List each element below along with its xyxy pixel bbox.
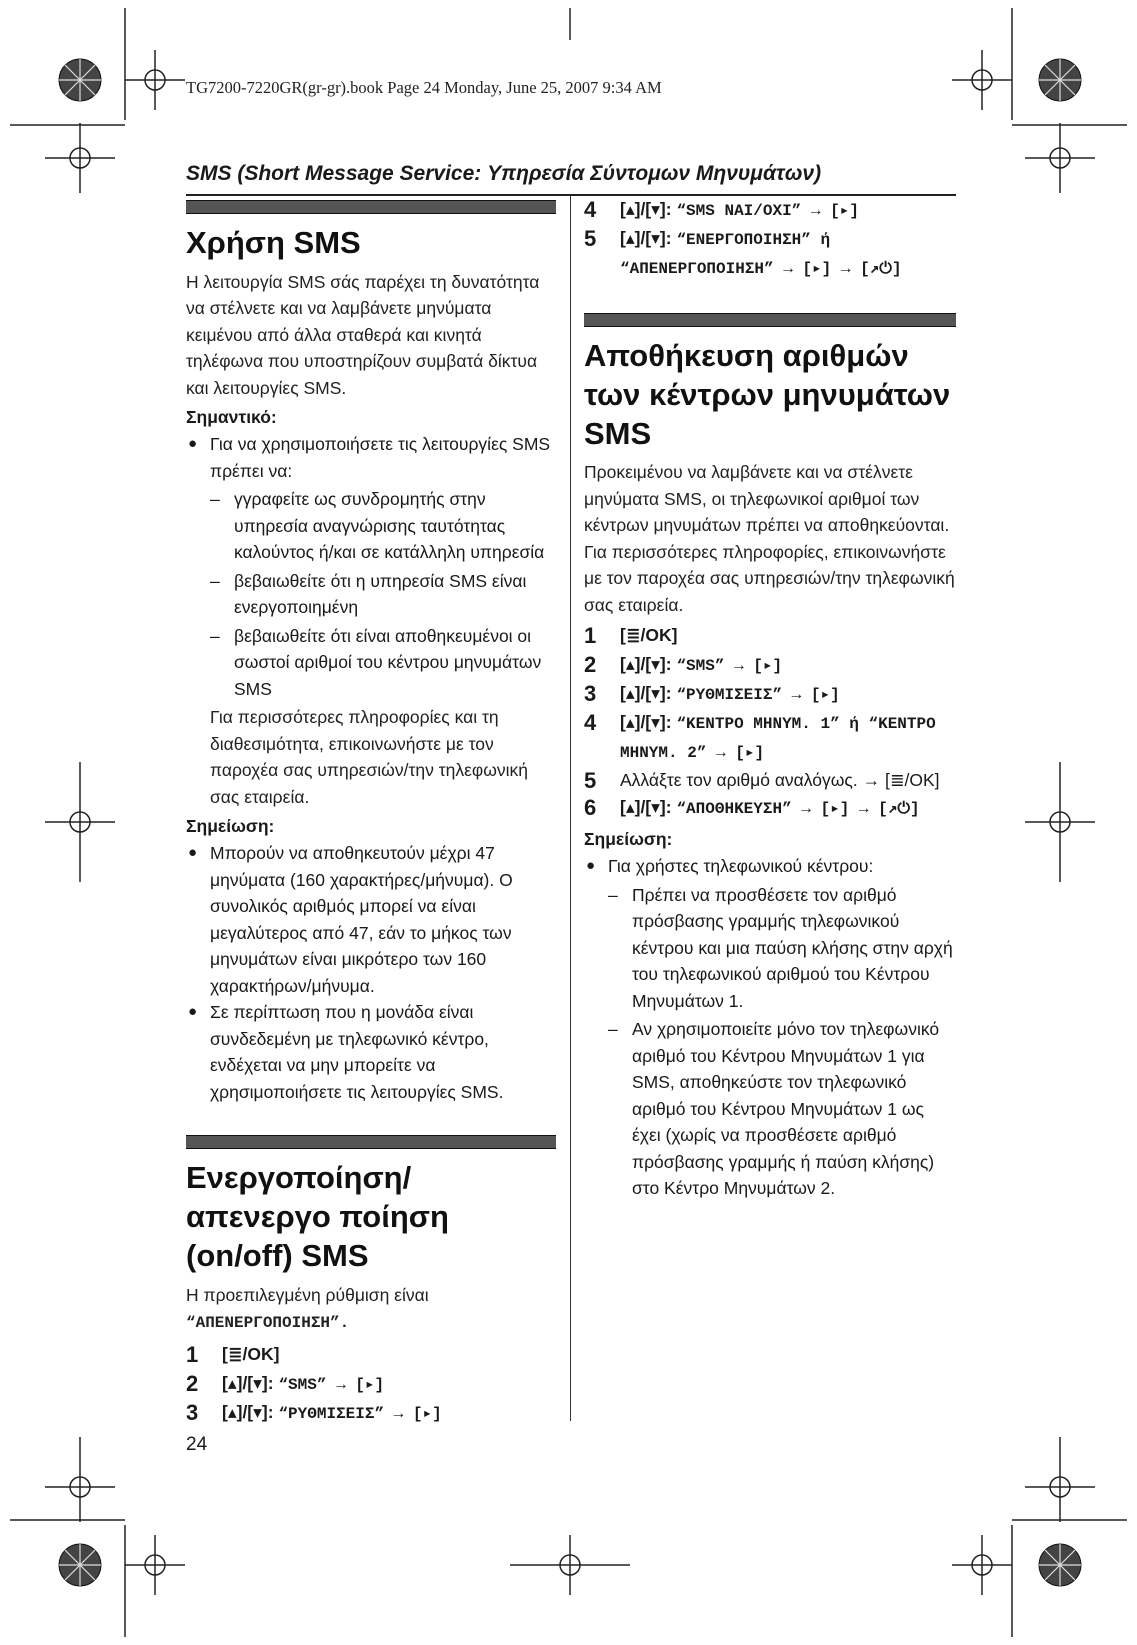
important-heading: Σημαντικό: [186, 407, 277, 428]
section-bar [186, 200, 556, 214]
using-sms-intro: Η λειτουργία SMS σάς παρέχει τη δυνατότητα να στέλνετε και να λαμβάνετε μηνύματα κειμένου από άλλα σταθερά και κινητά τηλέφωνα που υποστηρίζουν συμβατά δίκτυα και λειτουργίες SMS. [186, 271, 540, 398]
step-row [584, 794, 956, 823]
menu-ok-key: [≣/OK] [222, 1343, 280, 1364]
note-heading: Σημείωση: [584, 829, 673, 850]
step-text: “ΑΠΟΘΗΚΕΥΣΗ” → [▸] → [↗⏻] [676, 800, 920, 819]
important-list [186, 431, 556, 810]
left-column [186, 200, 556, 1428]
step-text: “SMS ΝΑΙ/ΟΧΙ” → [▸] [676, 202, 859, 220]
step-row [584, 680, 956, 709]
book-file-line: TG7200-7220GR(gr-gr).book Page 24 Monday, June 25, 2007 9:34 AM [186, 78, 662, 97]
store-numbers-intro: Προκειμένου να λαμβάνετε και να στέλνετε μηνύματα SMS, οι τηλεφωνικοί αριθμοί των κέντρων μηνυμάτων πρέπει να αποθηκεύονται. Για περισσότερες πληροφορίες, επικοινωνήστε με τον παροχέα σας υπηρεσιών/την τηλεφωνική σας εταιρεία. [584, 462, 955, 615]
step-number: 1 [584, 623, 597, 649]
sms-default-setting [186, 1282, 556, 1337]
step-row [186, 1399, 556, 1428]
list-item: ● Σε περίπτωση που η μονάδα είναι συνδεδεμένη με τηλεφωνικό κέντρο, ενδέχεται να μην μπορείτε να χρησιμοποιήσετε τις λειτουργίες SMS. [186, 999, 556, 1105]
default-intro: Η προεπιλεγμένη ρύθμιση είναι [186, 1284, 429, 1305]
step-text: “ΡΥΘΜΙΣΕΙΣ” → [▸] [278, 1404, 442, 1423]
list-item: – βεβαιωθείτε ότι η υπηρεσία SMS είναι ενεργοποιημένη [210, 568, 556, 621]
note-list [584, 853, 956, 1202]
step-row [584, 709, 956, 767]
step-text: “ΡΥΘΜΙΣΕΙΣ” → [▸] [676, 686, 840, 705]
step-row [584, 622, 956, 651]
page-header-title: SMS (Short Message Service: Υπηρεσία Σύντομων Μηνυμάτων) [186, 162, 822, 185]
up-down-key: [▴]/[▾]: [620, 199, 672, 219]
list-item: ● Μπορούν να αποθηκευτούν μέχρι 47 μηνύματα (160 χαρακτήρες/μήνυμα). Ο συνολικός αριθμός μπορεί να είναι μεγαλύτερος από 47, εάν το μήκος των μηνυμάτων είναι μικρότερο των 160 χαρακτήρων/μήνυμα. [186, 840, 556, 999]
step-text: Αλλάξτε τον αριθμό αναλόγως. → [≣/OK] [620, 770, 940, 791]
step-number: 2 [186, 1370, 199, 1396]
up-down-key: [▴]/[▾]: [222, 1372, 274, 1393]
note-bullet-text: Για χρήστες τηλεφωνικού κέντρου: [608, 856, 874, 877]
step-number: 3 [186, 1399, 199, 1425]
step-number: 5 [584, 226, 597, 251]
menu-ok-key: [≣/OK] [620, 625, 678, 646]
step-number: 5 [584, 768, 597, 794]
important-bullet-text: Για να χρησιμοποιήσετε τις λειτουργίες SMS πρέπει να: [210, 434, 551, 481]
note-list [186, 840, 556, 1105]
step-text: “ΕΝΕΡΓΟΠΟΙΗΣΗ” ή “ΑΠΕΝΕΡΓΟΠΟΙΗΣΗ” → [▸] → [↗⏻] [620, 231, 902, 278]
step-number: 6 [584, 795, 597, 821]
step-text: “SMS” → [▸] [278, 1375, 385, 1394]
step-row [186, 1370, 556, 1399]
important-dash-list [210, 486, 556, 702]
step-row [584, 196, 956, 225]
note-dash-list [608, 882, 956, 1202]
section-bar [584, 313, 956, 327]
up-down-key: [▴]/[▾]: [620, 228, 672, 248]
section-bar [186, 1135, 556, 1149]
list-item: – βεβαιωθείτε ότι είναι αποθηκευμένοι οι σωστοί αριθμοί του κέντρου μηνυμάτων SMS [210, 623, 556, 703]
up-down-key: [▴]/[▾]: [222, 1401, 274, 1422]
list-item [186, 431, 556, 810]
up-down-key: [▴]/[▾]: [620, 712, 672, 733]
list-item: – γγραφείτε ως συνδρομητής στην υπηρεσία αναγνώρισης ταυτότητας καλούντος ή/και σε κατάλληλη υπηρεσία [210, 486, 556, 566]
section-title-store-centre-numbers: Αποθήκευση αριθμών των κέντρων μηνυμάτων SMS [584, 338, 951, 451]
column-divider [570, 196, 571, 1421]
step-number: 1 [186, 1341, 199, 1367]
step-text: “ΚΕΝΤΡΟ ΜΗΝΥΜ. 1” ή “ΚΕΝΤΡΟ ΜΗΝΥΜ. 2” → [▸] [620, 715, 936, 763]
page-number: 24 [186, 1434, 208, 1455]
default-value: “ΑΠΕΝΕΡΓΟΠΟΙΗΣΗ”. [186, 1314, 350, 1332]
up-down-key: [▴]/[▾]: [620, 654, 672, 675]
step-row [584, 225, 956, 283]
list-item: – Αν χρησιμοποιείτε μόνο τον τηλεφωνικό αριθμό του Κέντρου Μηνυμάτων 1 για SMS, αποθηκεύστε τον τηλεφωνικό αριθμό του Κέντρου Μηνυμάτων 1 ως έχει (χωρίς να προσθέσετε αριθμό πρόσβασης γραμμής ή παύση κλήσης) στο Κέντρο Μηνυμάτων 2. [608, 1016, 956, 1202]
step-number: 3 [584, 681, 597, 707]
note-heading: Σημείωση: [186, 816, 275, 837]
step-number: 4 [584, 197, 597, 222]
section-title-sms-on-off: Ενεργοποίηση/απενεργο ποίηση (on/off) SMS [186, 1160, 449, 1273]
step-row [584, 651, 956, 680]
step-number: 4 [584, 710, 597, 736]
step-row [584, 767, 956, 794]
step-row [186, 1341, 556, 1370]
section-title-using-sms: Χρήση SMS [186, 225, 361, 260]
right-column [584, 196, 956, 1202]
list-item: – Πρέπει να προσθέσετε τον αριθμό πρόσβασης γραμμής τηλεφωνικού κέντρου και μια παύση κλήσης στην αρχή του τηλεφωνικού αριθμού του Κέντρου Μηνυμάτων 1. [608, 882, 956, 1015]
important-more-info: Για περισσότερες πληροφορίες και τη διαθεσιμότητα, επικοινωνήστε με τον παροχέα σας υπηρεσιών/την τηλεφωνική σας εταιρεία. [210, 707, 529, 807]
up-down-key: [▴]/[▾]: [620, 797, 672, 818]
list-item [584, 853, 956, 1202]
step-text: “SMS” → [▸] [676, 657, 783, 676]
step-number: 2 [584, 652, 597, 678]
up-down-key: [▴]/[▾]: [620, 683, 672, 704]
